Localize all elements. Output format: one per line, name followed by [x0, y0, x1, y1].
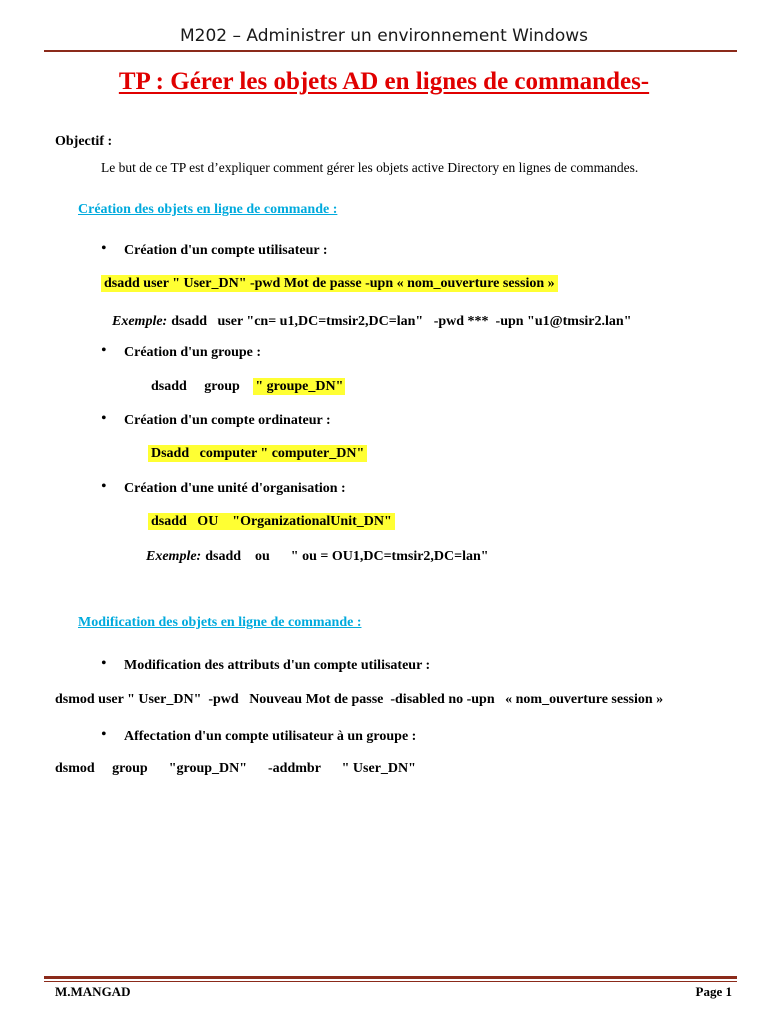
list-item-create-user: Création d'un compte utilisateur : — [124, 243, 328, 258]
example-label: Exemple: — [146, 549, 202, 564]
section-heading-modification: Modification des objets en ligne de commande : — [78, 615, 362, 630]
command-create-ou — [148, 514, 395, 530]
command-highlight: " groupe_DN" — [255, 379, 344, 394]
bullet-icon: • — [101, 342, 107, 359]
command-add-member: dsmod group "group_DN" -addmbr " User_DN" — [55, 761, 416, 776]
example-create-ou — [146, 547, 489, 565]
command-text: Dsadd computer " computer_DN" — [148, 445, 367, 462]
command-modify-user: dsmod user " User_DN" -pwd Nouveau Mot de passe -disabled no -upn « nom_ouverture session » — [55, 692, 664, 707]
bullet-icon: • — [101, 478, 107, 495]
command-text: dsadd group — [151, 379, 240, 394]
objectif-text: Le but de ce TP est d’expliquer comment gérer les objets active Directory en lignes de commandes. — [101, 160, 639, 175]
bullet-icon: • — [101, 410, 107, 427]
page-number: Page 1 — [695, 984, 732, 999]
footer-author: M.MANGAD — [55, 984, 131, 999]
list-item-modify-user: Modification des attributs d'un compte utilisateur : — [124, 658, 431, 673]
list-item-create-ou: Création d'une unité d'organisation : — [124, 481, 346, 496]
page-header: M202 – Administrer un environnement Windows — [179, 26, 589, 46]
example-text: dsadd user "cn= u1,DC=tmsir2,DC=lan" -pwd *** -upn "u1@tmsir2.lan" — [171, 314, 632, 329]
example-label: Exemple: — [112, 314, 168, 329]
bullet-icon: • — [101, 240, 107, 257]
command-text: dsadd user " User_DN" -pwd Mot de passe -upn « nom_ouverture session » — [101, 275, 558, 292]
section-heading-creation: Création des objets en ligne de commande : — [78, 202, 338, 217]
objectif-label: Objectif : — [55, 134, 113, 149]
document-title: TP : Gérer les objets AD en lignes de commandes- — [118, 68, 650, 95]
example-text: dsadd ou " ou = OU1,DC=tmsir2,DC=lan" — [205, 549, 489, 564]
command-create-user — [101, 276, 558, 292]
list-item-create-computer: Création d'un compte ordinateur : — [124, 413, 331, 428]
command-create-group — [151, 379, 345, 395]
list-item-add-member: Affectation d'un compte utilisateur à un groupe : — [124, 729, 417, 744]
command-text: dsadd OU "OrganizationalUnit_DN" — [148, 513, 395, 530]
bullet-icon: • — [101, 655, 107, 672]
bullet-icon: • — [101, 726, 107, 743]
list-item-create-group: Création d'un groupe : — [124, 345, 262, 360]
command-create-computer — [148, 446, 367, 462]
example-create-user — [112, 312, 631, 330]
footer-divider-thin — [44, 981, 737, 982]
header-divider — [44, 50, 737, 52]
footer-divider — [44, 976, 737, 979]
